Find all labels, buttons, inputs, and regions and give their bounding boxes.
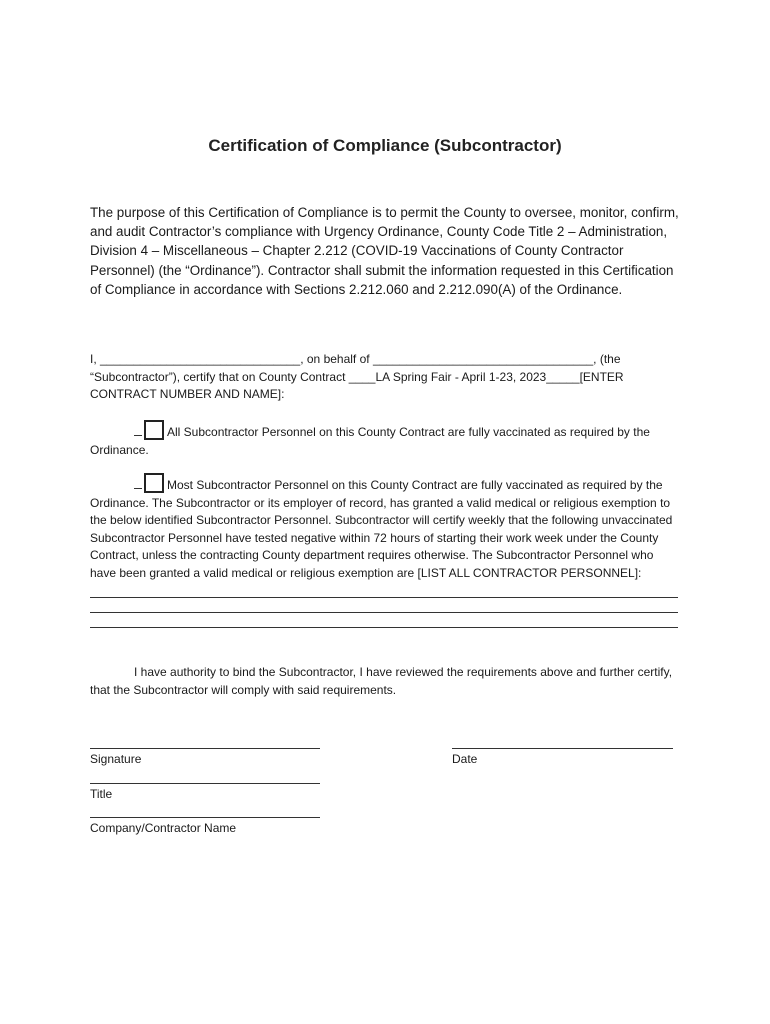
option-all-vaccinated xyxy=(90,420,680,459)
title-label: Title xyxy=(90,787,113,801)
authority-text: I have authority to bind the Subcontractor, I have reviewed the requirements above and further certify, that the Subcontractor will comply with said requirements. xyxy=(90,665,673,697)
checkbox-most-vaccinated[interactable] xyxy=(144,473,164,493)
authority-statement xyxy=(90,664,680,699)
personnel-line-2[interactable] xyxy=(90,598,678,613)
signature-line[interactable] xyxy=(90,747,320,749)
personnel-line-3[interactable] xyxy=(90,613,678,628)
signature-label: Signature xyxy=(90,752,142,766)
option-all-text: All Subcontractor Personnel on this County Contract are fully vaccinated as required by the Ordinance. xyxy=(90,425,650,457)
company-label: Company/Contractor Name xyxy=(90,821,237,835)
document-title: Certification of Compliance (Subcontractor) xyxy=(208,136,562,155)
option-most-text: Most Subcontractor Personnel on this County Contract are fully vaccinated as required by the Ordinance. The Subcontractor or its employer of record, has granted a valid medical or religious exemption to the below identified Subcontractor Personnel. Subcontractor will certify weekly that the following unvaccinated Subcontractor Personnel have tested negative within 72 hours of starting their work week under the County Contract, unless the contracting County department requires otherwise. The Subcontractor Personnel who have been granted a valid medical or religious exemption are [LIST ALL CONTRACTOR PERSONNEL]: xyxy=(90,478,673,580)
company-line[interactable] xyxy=(90,816,320,818)
title-line[interactable] xyxy=(90,782,320,784)
date-label: Date xyxy=(452,752,478,766)
purpose-paragraph: The purpose of this Certification of Compliance is to permit the County to oversee, monitor, confirm, and audit Contractor’s compliance with Urgency Ordinance, County Code Title 2 – Administration, Division 4 – Miscellaneous – Chapter 2.212 (COVID-19 Vaccinations of County Contractor Personnel) (the “Ordinance”). Contractor shall submit the information requested in this Certification of Compliance in accordance with Sections 2.212.060 and 2.212.090(A) of the Ordinance. xyxy=(90,205,679,297)
option-most-vaccinated xyxy=(90,473,680,628)
date-line[interactable] xyxy=(452,747,673,749)
certification-statement: I, ______________________________, on behalf of _________________________________, (the “Subcontractor”), certify that on County Contract ____LA Spring Fair - April 1-23, 2023_____[ENTER CONTRACT NUMBER AND NAME]: xyxy=(90,352,624,402)
personnel-line-1[interactable] xyxy=(90,583,678,598)
checkbox-all-vaccinated[interactable] xyxy=(144,420,164,440)
